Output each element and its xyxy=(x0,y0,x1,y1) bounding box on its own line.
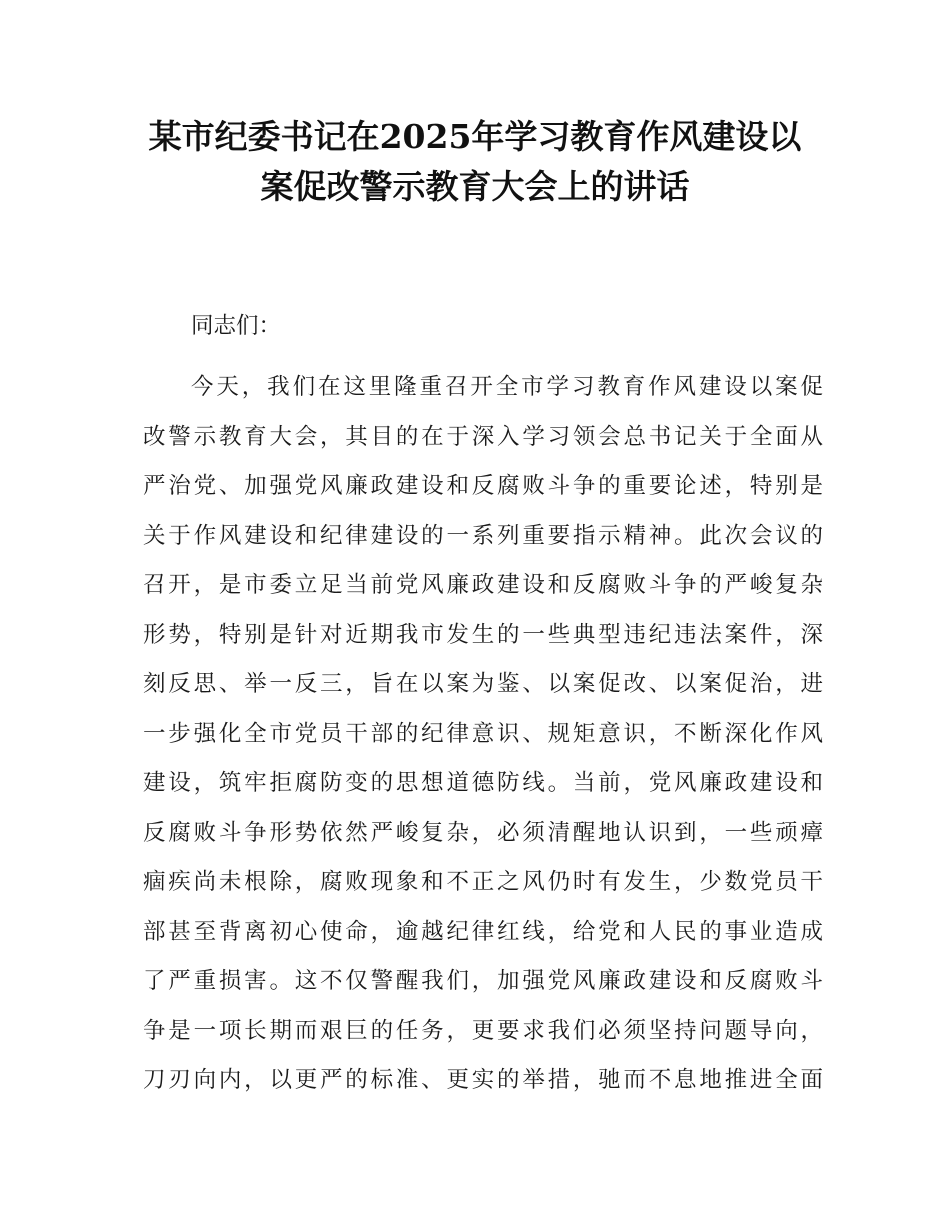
paragraph-line: 刀刃向内，以更严的标准、更实的举措，驰而不息地推进全面 xyxy=(143,1067,823,1093)
paragraph-line: 形势，特别是针对近期我市发生的一些典型违纪违法案件，深 xyxy=(143,621,823,648)
salutation: 同志们： xyxy=(191,313,282,339)
paragraph-line: 争是一项长期而艰巨的任务，更要求我们必须坚持问题导向， xyxy=(143,1017,823,1044)
paragraph-line: 关于作风建设和纪律建设的一系列重要指示精神。此次会议的 xyxy=(143,522,823,549)
title-line: 某市纪委书记在2025年学习教育作风建设以 xyxy=(148,117,802,156)
paragraph-line: 反腐败斗争形势依然严峻复杂，必须清醒地认识到，一些顽瘴 xyxy=(143,819,823,846)
paragraph-line: 了严重损害。这不仅警醒我们，加强党风廉政建设和反腐败斗 xyxy=(143,968,823,994)
paragraph-line: 痼疾尚未根除，腐败现象和不正之风仍时有发生，少数党员干 xyxy=(143,869,823,895)
body-paragraph xyxy=(143,363,823,1106)
paragraph-line: 一步强化全市党员干部的纪律意识、规矩意识，不断深化作风 xyxy=(143,720,823,747)
paragraph-line: 召开，是市委立足当前党风廉政建设和反腐败斗争的严峻复杂 xyxy=(143,572,823,598)
paragraph-line: 建设，筑牢拒腐防变的思想道德防线。当前，党风廉政建设和 xyxy=(143,770,823,796)
document-title xyxy=(100,112,850,212)
paragraph-line: 刻反思、举一反三，旨在以案为鉴、以案促改、以案促治，进 xyxy=(143,671,823,697)
paragraph-line: 今天，我们在这里隆重召开全市学习教育作风建设以案促 xyxy=(191,374,823,400)
paragraph-line: 严治党、加强党风廉政建设和反腐败斗争的重要论述，特别是 xyxy=(143,473,823,499)
paragraph-line: 部甚至背离初心使命，逾越纪律红线，给党和人民的事业造成 xyxy=(143,918,823,945)
title-line: 案促改警示教育大会上的讲话 xyxy=(260,167,690,206)
paragraph-line: 改警示教育大会，其目的在于深入学习领会总书记关于全面从 xyxy=(143,423,823,450)
